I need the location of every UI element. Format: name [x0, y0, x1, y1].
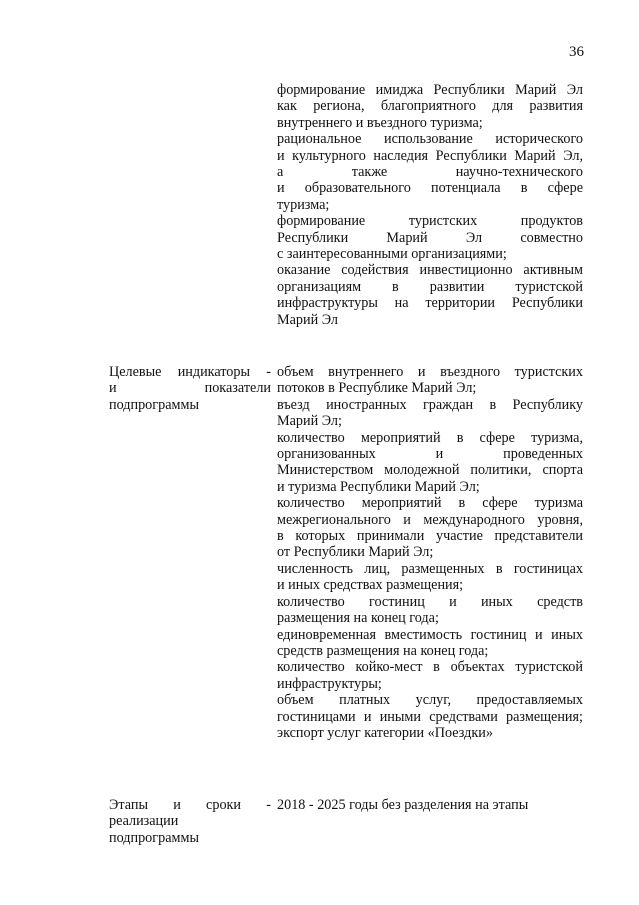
- label-line: Целевые индикаторы -: [109, 364, 271, 380]
- text-line: объем платных услуг, предоставляемых: [277, 692, 583, 709]
- text-line: единовременная вместимость гостиниц и иных: [277, 626, 583, 643]
- text-line: и образовательного потенциала в сфере: [277, 180, 583, 197]
- text-line: от Республики Марий Эл;: [277, 544, 434, 561]
- label-line: Этапы и сроки -: [109, 797, 271, 813]
- text-line: потоков в Республике Марий Эл;: [277, 380, 477, 397]
- text-line: средств размещения на конец года;: [277, 642, 489, 659]
- label-line: реализации: [109, 813, 179, 830]
- text-line: и иных средствах размещения;: [277, 577, 464, 594]
- text-line: количество мероприятий в сфере туризма: [277, 495, 583, 512]
- label-line: и показатели: [109, 380, 271, 397]
- text-line: въезд иностранных граждан в Республику: [277, 396, 583, 413]
- text-line: размещения на конец года;: [277, 610, 439, 627]
- label-line: подпрограммы: [109, 396, 199, 413]
- indicators-text-block: [277, 364, 583, 741]
- text-line: в которых принимали участие представители: [277, 528, 583, 545]
- text-line: как региона, благоприятного для развития: [277, 98, 583, 115]
- text-line: численность лиц, размещенных в гостиницах: [277, 560, 583, 577]
- text-line: гостиницами и иными средствами размещения;: [277, 708, 583, 725]
- stages-text-block: [277, 797, 583, 813]
- goals-text-block: [277, 82, 583, 328]
- text-line: и туризма Республики Марий Эл;: [277, 478, 480, 495]
- text-line: организациям в развитии туристской: [277, 278, 583, 295]
- text-line: с заинтересованными организациями;: [277, 246, 507, 263]
- text-line: формирование туристских продуктов: [277, 213, 583, 230]
- text-line: внутреннего и въездного туризма;: [277, 114, 483, 131]
- text-line: Республики Марий Эл совместно: [277, 229, 583, 246]
- text-line: Марий Эл: [277, 311, 338, 328]
- text-line: Марий Эл;: [277, 413, 342, 430]
- text-line: и культурного наследия Республики Марий Эл,: [277, 147, 583, 164]
- text-line: туризма;: [277, 196, 330, 213]
- text-line: формирование имиджа Республики Марий Эл: [277, 82, 583, 98]
- stages-label: [109, 797, 271, 846]
- text-line: инфраструктуры;: [277, 675, 382, 692]
- text-line: межрегионального и международного уровня,: [277, 511, 583, 528]
- text-line: количество койко-мест в объектах туристской: [277, 659, 583, 676]
- page-number: 36: [569, 44, 584, 60]
- text-line: а также научно-технического: [277, 164, 583, 181]
- text-line: Министерством молодежной политики, спорта: [277, 462, 583, 479]
- indicators-label: [109, 364, 271, 413]
- text-line: количество мероприятий в сфере туризма,: [277, 429, 583, 446]
- text-line: 2018 - 2025 годы без разделения на этапы: [277, 797, 529, 813]
- text-line: оказание содействия инвестиционно активным: [277, 262, 583, 279]
- text-line: рациональное использование исторического: [277, 131, 583, 148]
- label-line: подпрограммы: [109, 829, 199, 846]
- text-line: объем внутреннего и въездного туристских: [277, 364, 583, 380]
- text-line: организованных и проведенных: [277, 446, 583, 463]
- text-line: количество гостиниц и иных средств: [277, 593, 583, 610]
- text-line: инфраструктуры на территории Республики: [277, 295, 583, 312]
- text-line: экспорт услуг категории «Поездки»: [277, 724, 493, 741]
